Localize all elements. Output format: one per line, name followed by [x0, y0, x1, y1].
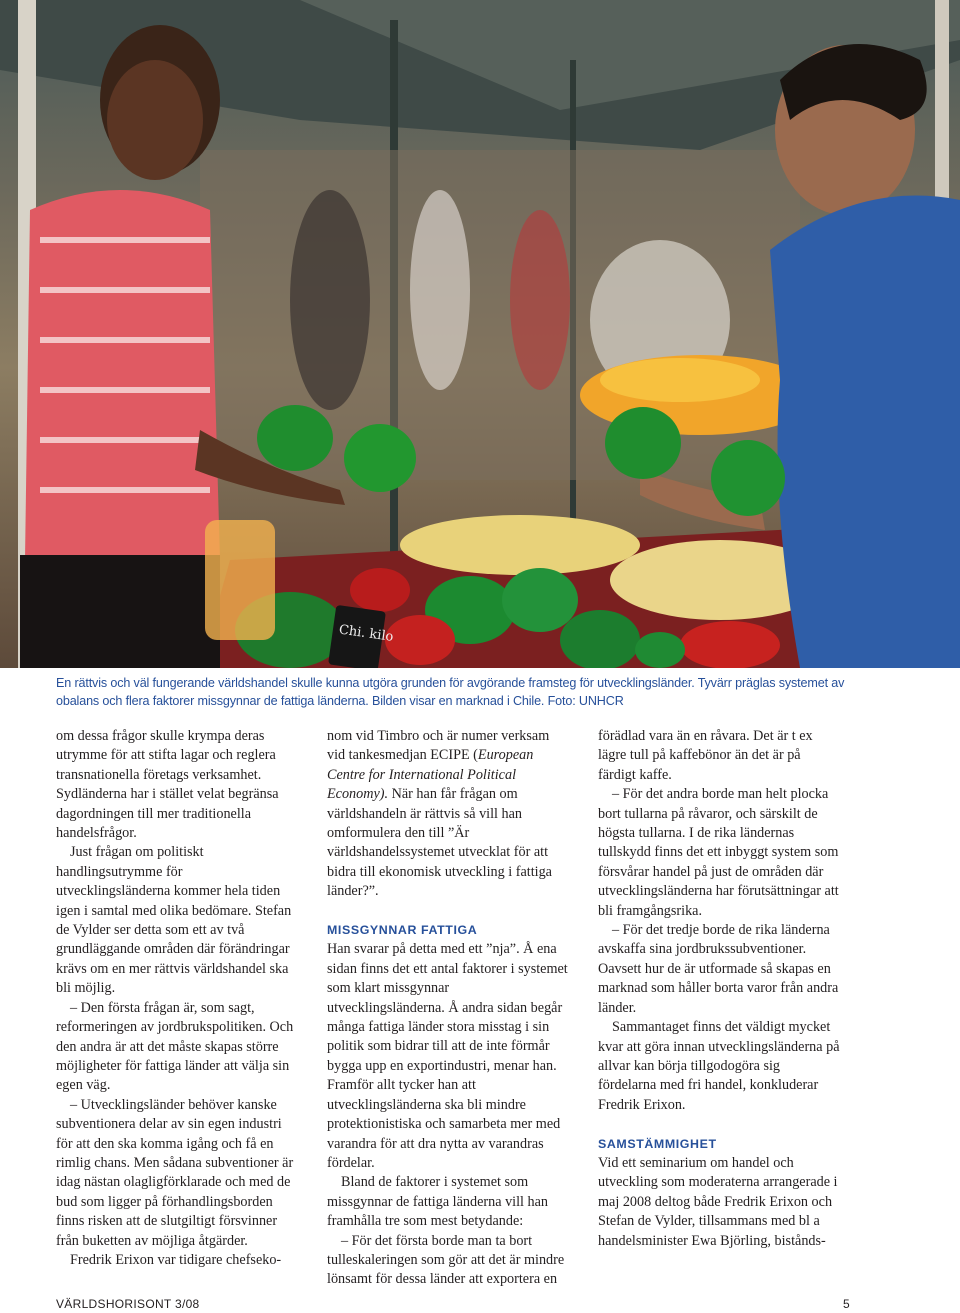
col2-paragraph-3: Bland de faktorer i systemet som missgynnar de fattiga länderna vill han framhålla tre som mest betydande: [327, 1174, 549, 1230]
col1-paragraph-3: – Den första frågan är, som sagt, reformeringen av jordbrukspolitiken. Och den andra är att det måste skapas större möjligheter för fattiga länder att välja sin egen väg. [56, 999, 294, 1094]
col2-paragraph-1-end: När han får frågan om världshandeln är rättvis så vill han omformulera den till ”Är världshandelssystemet utvecklat för att bidra till ekonomisk utveckling i fattiga länder?”. [327, 786, 552, 900]
text-column-1 [56, 727, 299, 1270]
col2-paragraph-1 [327, 727, 570, 902]
footer-publication: VÄRLDSHORISONT 3/08 [56, 1297, 200, 1311]
col3-paragraph-5: Vid ett seminarium om handel och utveckling som moderaterna arrangerade i maj 2008 deltog både Fredrik Erixon och Stefan de Vylder, tillsammans med bl a handelsminister Ewa Björling, bistånds- [598, 1154, 838, 1249]
col2-paragraph-2: Han svarar på detta med ett ”nja”. Å ena sidan finns det ett antal faktorer i systemet som klart missgynnar utvecklingsländerna. Å andra sidan begår många fattiga länder stora misstag i sin politik som bidrar till att de inte förmår bygga upp en exportindustri, menar han. Framför allt tycker han att utvecklingsländerna ska bli mindre protektionistiska och samarbeta mer med varandra för att dra nytta av varandras fördelar. [327, 941, 568, 1171]
col3-paragraph-1: förädlad vara än en råvara. Det är t ex lägre tull på kaffebönor än det är på färdigt kaffe. [598, 728, 813, 783]
col2-paragraph-1-start: nom vid Timbro och är numer verksam vid tankesmedjan ECIPE ( [327, 728, 550, 764]
col3-paragraph-2: – För det andra borde man helt plocka bort tullarna på råvaror, och särskilt de högsta tullarna. I de rika ländernas tullskydd finns det ett inbyggt system som försvårar handel på just de områden där utvecklingsländerna har förutsättningar att bli framgångsrika. [598, 786, 839, 919]
text-column-2 [327, 727, 570, 1290]
col2-paragraph-1-emphasis: European Centre for International Political Economy). [327, 747, 534, 803]
col1-paragraph-2: Just frågan om politiskt handlingsutrymme för utvecklingsländerna kommer hela tiden igen i samtal med olika bedömare. Stefan de Vylder ser detta som ett av två grundläggande områden där förändringar krävs om en mer rättvis världshandel ska bli möjlig. [56, 844, 292, 997]
col3-paragraph-4: Sammantaget finns det väldigt mycket kvar att göra innan utvecklingsländerna på allvar kan börja tillgodogöra sig fördelarna med fri handel, konkluderar Fredrik Erixon. [598, 1019, 840, 1113]
footer-page-number: 5 [843, 1297, 850, 1311]
caption-line-1: En rättvis och väl fungerande världshandel skulle kunna utgöra grunden för avgörande framsteg för utvecklingsländer. Tyvärr präglas systemet av [56, 676, 845, 690]
col3-paragraph-3: – För det tredje borde de rika länderna avskaffa sina jordbrukssubventioner. Oavsett hur de är utformade så skapas en marknad som håller borta varor från andra länder. [598, 922, 839, 1016]
caption-line-2: obalans och flera faktorer missgynnar de fattiga länderna. Bilden visar en marknad i Chile. Foto: UNHCR [56, 694, 624, 708]
col2-paragraph-4: – För det första borde man ta bort tulleskaleringen som gör att det är mindre lönsamt för dessa länder att exportera en [327, 1232, 565, 1288]
col1-paragraph-4: – Utvecklingsländer behöver kanske subventionera delar av sin egen industri för att den ska komma igång och få en rimlig chans. Men sådana subventioner är idag nästan olagligförklarade och med de bud som ligger på förhandlingsborden finns risken att de slutgiltigt försvinner från buketten av möjliga åtgärder. [56, 1096, 294, 1249]
col1-paragraph-5: Fredrik Erixon var tidigare chefseko- [70, 1251, 282, 1268]
subheading-samstammighet: SAMSTÄMMIGHET [598, 1136, 717, 1151]
price-sign: Chi. kilo [337, 622, 395, 645]
photo-caption [56, 674, 906, 710]
subheading-missgynnar: MISSGYNNAR FATTIGA [327, 923, 478, 938]
col1-paragraph-1: om dessa frågor skulle krympa deras utrymme för att stifta lagar och reglera transnationella företags verksamhet. Sydländerna har i stället velat begränsa dagordningen till mer traditionella handelsfrågor. [56, 728, 279, 842]
text-column-3 [598, 727, 841, 1251]
